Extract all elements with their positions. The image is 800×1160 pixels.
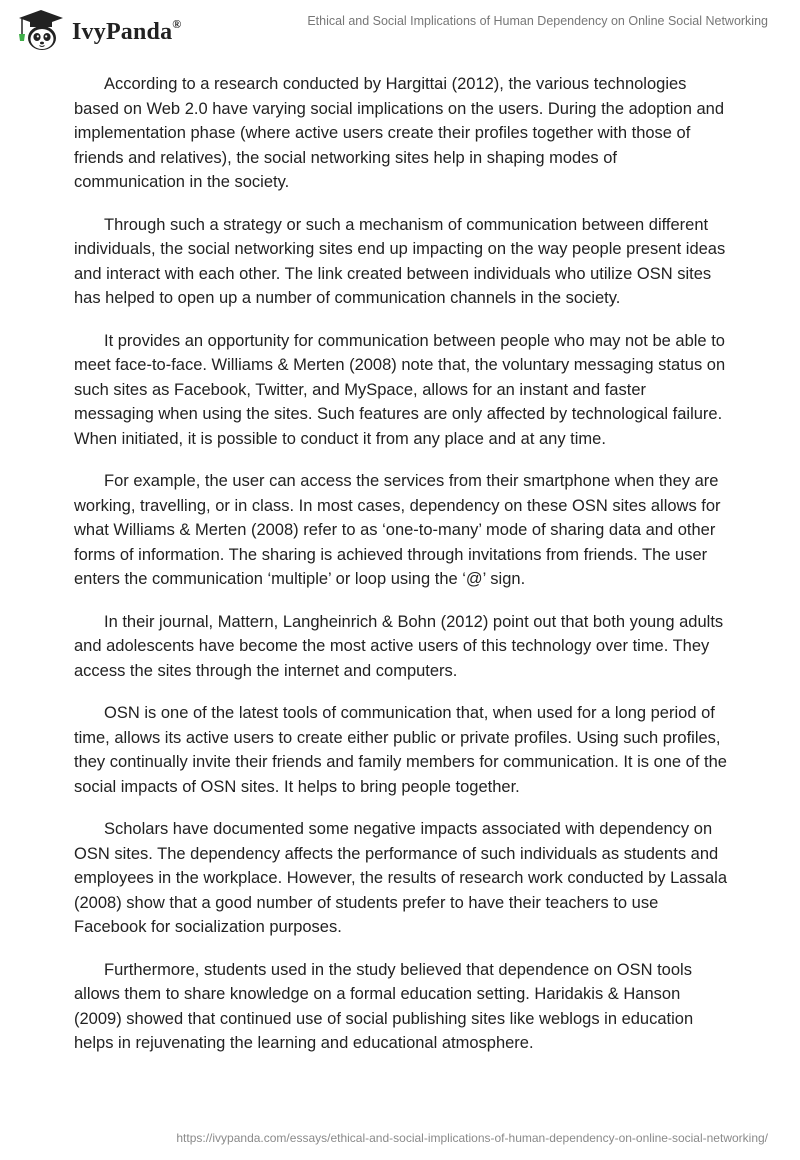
source-url-link[interactable]: https://ivypanda.com/essays/ethical-and-social-implications-of-human-dependency-on-online-social-networking/ xyxy=(176,1131,768,1145)
page-header xyxy=(0,0,800,60)
ivypanda-logo[interactable] xyxy=(16,8,181,52)
paragraph: Through such a strategy or such a mechanism of communication between different individuals, the social networking sites end up impacting on the way people present ideas and interact with each other. The link created between individuals who utilize OSN sites has helped to open up a number of communication channels in the society. xyxy=(74,215,726,307)
paragraph: According to a research conducted by Hargittai (2012), the various technologies based on Web 2.0 have varying social implications on the users. During the adoption and implementation phase (where active users create their profiles together with those of friends and relatives), the social networking sites help in shaping modes of communication in the society. xyxy=(74,75,725,191)
paragraph: It provides an opportunity for communication between people who may not be able to meet face-to-face. Williams & Merten (2008) note that, the voluntary messaging status on such sites as Facebook, Twitter, and MySpace, allows for an instant and faster messaging when using the sites. Such features are only affected by technological failure. When initiated, it is possible to conduct it from any place and at any time. xyxy=(74,331,726,448)
paragraph: OSN is one of the latest tools of communication that, when used for a long period of time, allows its active users to create either public or private profiles. Using such profiles, they continually invite their friends and family members for communication. It is one of the social impacts of OSN sites. It helps to bring people together. xyxy=(74,704,727,796)
paragraph: In their journal, Mattern, Langheinrich & Bohn (2012) point out that both young adults and adolescents have become the most active users of this technology over time. They access the sites through the internet and computers. xyxy=(74,612,724,680)
document-title: Ethical and Social Implications of Human Dependency on Online Social Networking xyxy=(307,14,768,28)
essay-body xyxy=(74,72,728,1074)
panda-graduate-icon xyxy=(16,8,66,52)
brand-name: IvyPanda® xyxy=(72,16,182,45)
paragraph: Scholars have documented some negative impacts associated with dependency on OSN sites. The dependency affects the performance of such individuals as students and employees in the workplace. However, the results of research work conducted by Lassala (2008) show that a good number of students prefer to have their teachers to use Facebook for socialization purposes. xyxy=(74,820,727,936)
paragraph: For example, the user can access the services from their smartphone when they are working, travelling, or in class. In most cases, dependency on these OSN sites allows for what Williams & Merten (2008) refer to as ‘one-to-many’ mode of sharing data and other forms of information. The sharing is achieved through invitations from friends. The user enters the communication ‘multiple’ or loop using the ‘@’ sign. xyxy=(74,472,721,588)
paragraph: Furthermore, students used in the study believed that dependence on OSN tools allows them to share knowledge on a formal education setting. Haridakis & Hanson (2009) showed that continued use of social publishing sites like weblogs in education helps in rejuvenating the learning and educational atmosphere. xyxy=(74,960,694,1052)
